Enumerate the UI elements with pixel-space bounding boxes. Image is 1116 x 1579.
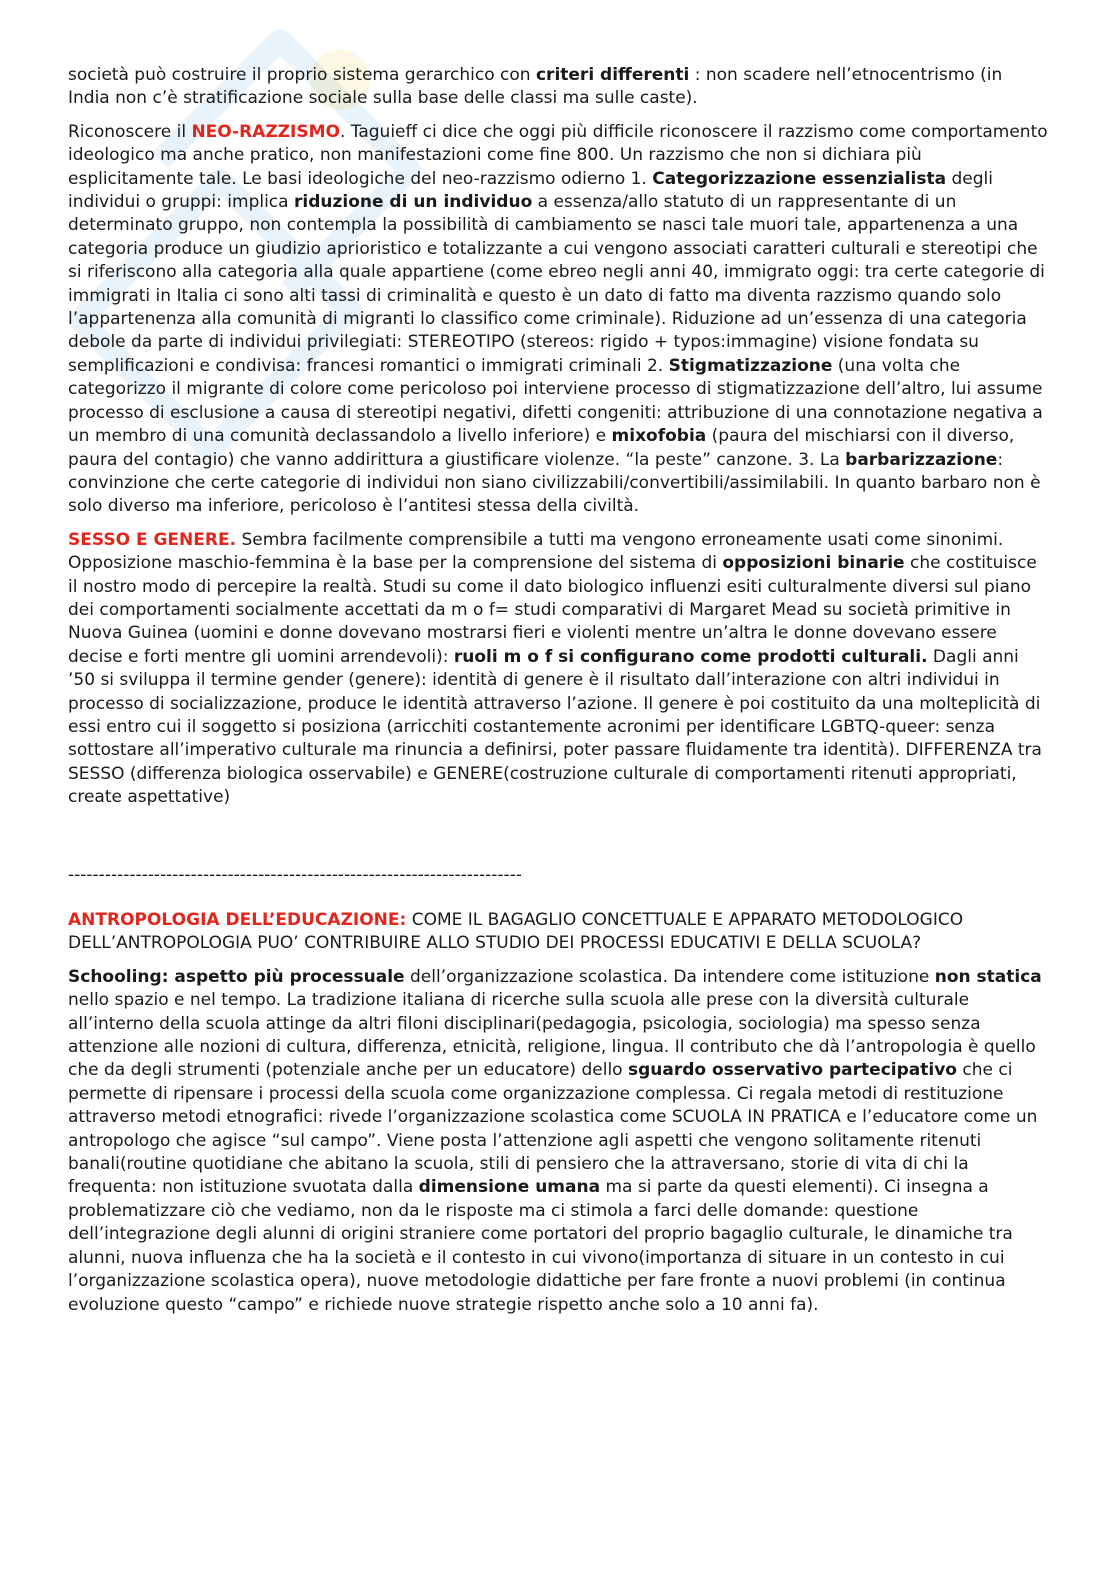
section-heading: NEO-RAZZISMO (191, 121, 340, 142)
text-run: -------------------------------------------------------------------------- (68, 864, 522, 885)
text-run: a essenza/allo statuto di un rappresentante di un determinato gruppo, non contempla la possibilità di cambiamento se nasci tale muori tale, appartenenza a una categoria produce un giudizio aprioristico e totalizzante a cui vengono associati caratteri culturali e stereotipi che si riferiscono alla categoria alla quale appartiene (come ebreo negli anni 40, immigrato oggi: tra certe categorie di immigrati in Italia ci sono alti tassi di criminalità e questo è un dato di fatto ma diventa razzismo quando solo l’appartenenza alla comunità di migranti lo classifico come criminale). Riduzione ad un’essenza di una categoria debole da parte di individui privilegiati: STEREOTIPO (stereos: rigido + typos:immagine) visione fondata su semplificazioni e condivisa: francesi romantici o immigrati criminali 2. (68, 192, 1045, 376)
bold-term: dimensione umana (418, 1177, 601, 1198)
bold-term: Stigmatizzazione (668, 355, 833, 376)
bold-term: Schooling: aspetto più processuale (68, 966, 405, 987)
bold-term: opposizioni binarie (722, 553, 905, 574)
text-run: COME IL BAGAGLIO CONCETTUALE E APPARATO METODOLOGICO DELL’ANTROPOLOGIA PUO’ CONTRIBUIRE ALLO STUDIO DEI PROCESSI EDUCATIVI E DELLA SCUOLA? (68, 910, 964, 954)
blank-space (68, 820, 1048, 864)
text-run: società può costruire il proprio sistema gerarchico con (68, 65, 536, 85)
bold-term: riduzione di un individuo (293, 192, 533, 213)
text-run: . Taguieff ci dice che oggi più difficile riconoscere il razzismo come comportamento ideologico ma anche pratico, non manifestazioni come fine 800. Un razzismo che non si dichiara più esplicitamente tale. Le basi ideologiche del neo-razzismo odierno 1. (68, 121, 1048, 189)
text-run: (una volta che categorizzo il migrante di colore come pericoloso poi interviene processo di stigmatizzazione dell’altro, lui assume processo di esclusione a causa di stereotipi negativi, difetti congeniti: attribuzione di una connotazione negativa a un membro di una comunità declassandolo a livello inferiore) e (68, 355, 1043, 447)
paragraph-caste (68, 64, 1048, 111)
text-run: ma si parte da questi elementi). Ci insegna a problematizzare ciò che vediamo, non da le risposte ma ci stimola a farci delle domande: questione dell’integrazione degli alunni di origini straniere come portatori del proprio bagaglio culturale, le dinamiche tra alunni, nuova influenza che ha la società e il contesto in cui vivono(importanza di situare in un contesto in cui l’organizzazione scolastica opera), nuove metodologie didattiche per fare fronte a nuovi problemi (in continua evoluzione questo “campo” e richiede nuove strategie rispetto anche solo a 10 anni fa). (68, 1177, 1013, 1315)
paragraph-antropologia-educazione (68, 909, 1048, 956)
text-run: nello spazio e nel tempo. La tradizione italiana di ricerche sulla scuola alle prese con la diversità culturale all’interno della scuola attinge da altri filoni disciplinari(pedagogia, psicologia, sociologia) ma spesso senza attenzione alle nozioni di cultura, differenza, etnicità, religione, lingua. Il contributo che dà l’antropologia è quello che da degli strumenti (potenziale anche per un educatore) dello (68, 990, 1036, 1081)
text-run: Dagli anni ’50 si sviluppa il termine gender (genere): identità di genere è il risultato dall’interazione con altri individui in processo di socializzazione, produce le identità attraverso l’azione. Il genere è poi costituito da una molteplicità di essi entro cui il soggetto si posiziona (arricchiti costantemente acronimi per identificare LGBTQ-queer: senza sottostare all’imperativo culturale ma rinuncia a definirsi, poter passare fluidamente tra identità). DIFFERENZA tra SESSO (differenza biologica osservabile) e GENERE(costruzione culturale di comportamenti ritenuti appropriati, create aspettative) (68, 646, 1042, 808)
text-run: : convinzione che certe categorie di individui non siano civilizzabili/convertibili/assimilabili. In quanto barbaro non è solo diverso ma inferiore, pericoloso è l’antitesi stessa della civiltà. (68, 449, 1041, 517)
section-heading: SESSO E GENERE. (68, 529, 237, 550)
text-run: Riconoscere il (68, 121, 192, 142)
bold-term: mixofobia (611, 426, 707, 447)
paragraph-schooling (68, 966, 1048, 1317)
text-run: (paura del mischiarsi con il diverso, paura del contagio) che vanno addirittura a giustificare violenze. “la peste” canzone. 3. La (68, 426, 1015, 470)
section-heading: ANTROPOLOGIA DELL’EDUCAZIONE: (68, 910, 407, 930)
text-run: degli individui o gruppi: implica (68, 168, 994, 213)
text-run: che ci permette di ripensare i processi della scuola come organizzazione complessa. Ci regala metodi di restituzione attraverso metodi etnografici: rivede l’organizzazione scolastica come SCUOLA IN PRATICA e l’educatore come un antropologo che agisce “sul campo”. Viene posta l’attenzione agli aspetti che vengono solitamente ritenuti banali(routine quotidiane che abitano la scuola, stili di pensiero che la attraversano, storie di vita di chi la frequenta: non istituzione svuotata dalla (68, 1060, 1038, 1198)
bold-term: barbarizzazione (845, 449, 998, 470)
bold-term: criteri differenti (535, 65, 690, 85)
paragraph-neo-razzismo (68, 121, 1048, 519)
bold-term: non statica (934, 966, 1042, 987)
text-run: che costituisce il nostro modo di percepire la realtà. Studi su come il dato biologico influenzi esiti culturalmente diversi sul piano dei comportamenti socialmente accettati da m o f= studi comparativi di Margaret Mead su società primitive in Nuova Guinea (uomini e donne dovevano mostrarsi fieri e violenti mentre un’altra le donne dovevano essere decise e forti mentre gli uomini arrendevoli): (68, 553, 1037, 667)
text-run: Sembra facilmente comprensibile a tutti ma vengono erroneamente usati come sinonimi. Opposizione maschio-femmina è la base per la comprensione del sistema di (68, 529, 1004, 574)
dashed-separator (68, 864, 1048, 887)
bold-term: ruoli m o f si configurano come prodotti culturali. (453, 646, 928, 667)
text-run: : non scadere nell’etnocentrismo (in India non c’è stratificazione sociale sulla base delle classi ma sulle caste). (68, 65, 1003, 109)
bold-term: sguardo osservativo partecipativo (627, 1060, 957, 1081)
text-run: dell’organizzazione scolastica. Da intendere come istituzione (404, 966, 935, 987)
paragraph-sesso-genere (68, 529, 1048, 810)
bold-term: Categorizzazione essenzialista (652, 168, 947, 189)
